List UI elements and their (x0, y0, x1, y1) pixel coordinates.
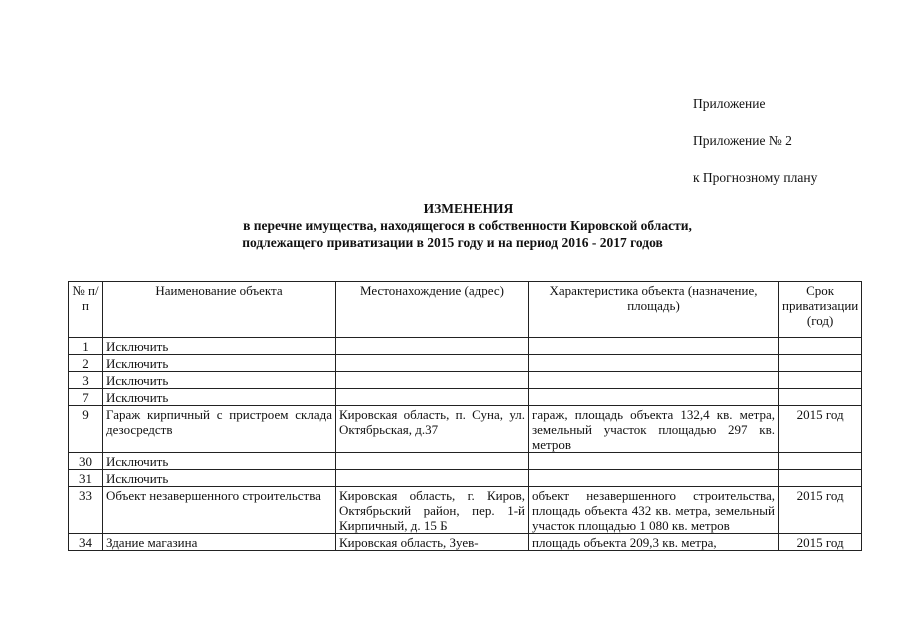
row-description (529, 338, 779, 355)
column-header-address: Местонахождение (адрес) (336, 282, 529, 338)
table-row (69, 453, 862, 470)
row-name: Гараж кирпичный с пристроем склада дезосредств (103, 406, 336, 453)
row-description: гараж, площадь объекта 132,4 кв. метра, земельный участок площадью 297 кв. метров (529, 406, 779, 453)
column-header-term: Срок приватизации (год) (779, 282, 862, 338)
row-address: Кировская область, Зуев- (336, 534, 529, 551)
annex-number: Приложение № 2 (693, 133, 792, 148)
row-name: Исключить (103, 355, 336, 372)
row-name: Исключить (103, 338, 336, 355)
table-row (69, 355, 862, 372)
table-header-row (69, 282, 862, 338)
row-name: Исключить (103, 372, 336, 389)
row-number: 34 (69, 534, 103, 551)
title-subtitle-1: в перечне имущества, находящегося в собственности Кировской области, (243, 218, 692, 233)
row-number: 31 (69, 470, 103, 487)
row-term (779, 355, 862, 372)
row-name: Исключить (103, 389, 336, 406)
row-address (336, 453, 529, 470)
row-number: 3 (69, 372, 103, 389)
row-description (529, 470, 779, 487)
row-address: Кировская область, г. Киров, Октябрьский район, пер. 1-й Кирпичный, д. 15 Б (336, 487, 529, 534)
table-row (69, 389, 862, 406)
row-address (336, 355, 529, 372)
column-header-name: Наименование объекта (103, 282, 336, 338)
row-description: объект незавершенного строительства, площадь объекта 432 кв. метра, земельный участок площадью 1 080 кв. метров (529, 487, 779, 534)
row-description: площадь объекта 209,3 кв. метра, (529, 534, 779, 551)
row-number: 2 (69, 355, 103, 372)
row-number: 30 (69, 453, 103, 470)
row-name: Исключить (103, 453, 336, 470)
row-name: Исключить (103, 470, 336, 487)
row-term (779, 338, 862, 355)
title-heading: ИЗМЕНЕНИЯ (423, 201, 514, 216)
row-name: Здание магазина (103, 534, 336, 551)
row-description (529, 355, 779, 372)
row-number: 1 (69, 338, 103, 355)
annex-reference: к Прогнозному плану (693, 170, 818, 185)
row-address (336, 470, 529, 487)
row-description (529, 453, 779, 470)
row-term (779, 470, 862, 487)
row-address: Кировская область, п. Суна, ул. Октябрьская, д.37 (336, 406, 529, 453)
row-term (779, 453, 862, 470)
row-description (529, 389, 779, 406)
row-term: 2015 год (779, 534, 862, 551)
annex-label: Приложение (693, 96, 766, 111)
row-term: 2015 год (779, 406, 862, 453)
document-title (0, 200, 905, 251)
table-row (69, 487, 862, 534)
column-header-number: № п/п (69, 282, 103, 338)
row-term (779, 389, 862, 406)
table-row (69, 470, 862, 487)
row-number: 9 (69, 406, 103, 453)
table-row (69, 406, 862, 453)
row-address (336, 372, 529, 389)
row-name: Объект незавершенного строительства (103, 487, 336, 534)
row-address (336, 338, 529, 355)
property-table (68, 281, 862, 551)
table-row (69, 372, 862, 389)
row-number: 7 (69, 389, 103, 406)
row-number: 33 (69, 487, 103, 534)
column-header-description: Характеристика объекта (назначение, площадь) (529, 282, 779, 338)
row-term (779, 372, 862, 389)
row-description (529, 372, 779, 389)
table-row (69, 338, 862, 355)
title-subtitle-2: подлежащего приватизации в 2015 году и на период 2016 - 2017 годов (242, 235, 663, 250)
table-row (69, 534, 862, 551)
row-term: 2015 год (779, 487, 862, 534)
row-address (336, 389, 529, 406)
